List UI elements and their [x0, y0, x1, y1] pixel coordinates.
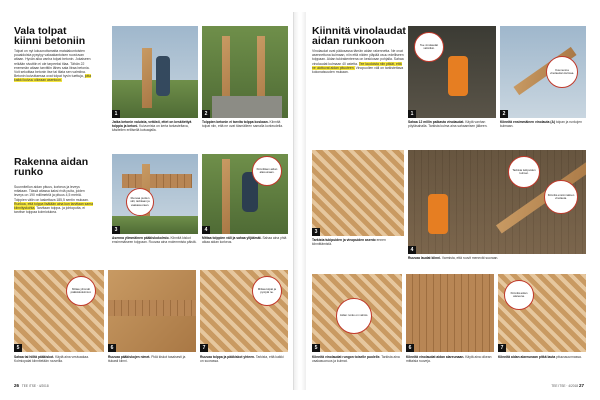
tip-bubble: Kiinnitä aidan alareuna.	[504, 280, 534, 310]
photo-step-6	[108, 270, 196, 352]
tip-bubble: Mittaa tolpat ja pystytä ne.	[252, 276, 282, 306]
step-number: 4	[408, 246, 416, 254]
caption-r-step-6: Kiinnitä vinolaudat aidan alareunaan. Käytä aina oikean mittaisia ruuveja.	[406, 355, 492, 363]
intro-text	[14, 49, 94, 83]
caption-step-3: Asenna ylimmäinen pääkiskokolmio. Kiinnitä kiskot ensimmäiseen tolppaan. Ruuvaa aina molemmista päistä.	[112, 236, 197, 244]
caption-r-step-7: Kiinnitä aidan alareunaan pitkä lauta pituussuunnassa.	[498, 355, 582, 359]
step-number: 2	[500, 110, 508, 118]
step-number: 6	[406, 344, 414, 352]
photo-step-1	[112, 26, 198, 118]
photo-r-step-7	[498, 274, 586, 352]
photo-step-5	[14, 270, 104, 352]
magazine-name: TEE ITSE · 4/2018	[551, 384, 579, 388]
page-footer-right	[551, 383, 586, 388]
step-number: 7	[200, 344, 208, 352]
photo-r-step-2	[500, 26, 586, 118]
caption-r-step-2: Kiinnitä ensimmäinen vinolauta (A) tolpan ja runkojen kulmaan.	[500, 120, 582, 128]
caption-r-step-5: Kiinnitä vinolaudat rungon toiselle puolelle. Tarkista aina vaakasuoruus ja kulmat.	[312, 355, 400, 363]
magazine-name: TEE ITSE · 4/2018	[21, 384, 49, 388]
tip-bubble: Tarkista tukipuiden kulmat.	[508, 156, 540, 188]
intro-highlight: jotta kaikki kuivuu oikeaan asentoon.	[14, 74, 92, 83]
left-page	[8, 12, 294, 390]
runko-highlight: Runkoa, että tolppa lisätään aina kun tarvitaan sama kiinnityskohta.	[14, 201, 93, 211]
right-intro-text	[312, 49, 404, 74]
tip-bubble: Kiinnittäen aidan alareunaan.	[252, 156, 282, 186]
caption-step-6: Ruuvaa pääkiskojen nimet. Pidä kiskot tasaisesti ja tiukasti kiinni.	[108, 355, 186, 363]
caption-r-step-4: Ruuvaa laudat kiinni. Varmista, että ruuvit menevät suoraan.	[408, 256, 499, 260]
photo-r-step-6	[406, 274, 494, 352]
caption-r-step-3: Tarkista tukipuiden ja vinopuiden asento ennen kiinnittämistä.	[312, 238, 386, 246]
runko-text	[14, 185, 94, 214]
step-number: 1	[112, 110, 120, 118]
caption-step-7: Ruuvaa tolppa ja pääkiskot yhteen. Tarkista, että kaikki on suorassa.	[200, 355, 284, 363]
caption-step-5: Sahaa tai hiiltä pääkiskot. Käytä aina vesivaakaa. Kolmiopalat kiinnitetään ruuveilla.	[14, 355, 89, 363]
step-number: 1	[408, 110, 416, 118]
tip-bubble: Ruuvaa puiden väli, tarkkaan ja vaakasuoraan.	[126, 188, 154, 216]
intro-paragraph: Tolpat on nyt lukuunottamatta matalakuntoisten puuaidoista pysytyy vakaakantoisen ruostuvan aitaan. Hyvän aika vanha tolpat betonin. Jokaiseen reikään sivuttiin ei ole tarpeeksi tilaa. Tähän 22 enemmän aitaan tarvittiin lähes sata litraa betonia. Voit sekoittaa betonin itse tai tilata sen valmiina. Betonin kuivuttaessa ovat tolpat hyvin tuettuja,	[14, 49, 91, 79]
runko-paragraph: Suunnitellun aidan pituus, korkeus ja leveys mitataan. Tässä aitassa kaksi riviä puita, joiden leveys on 190 millimetriä ja pituus 4,5 metriä. Tolppien välin on laskettava 185,5 sentin mukaan.	[14, 185, 89, 202]
photo-step-2	[202, 26, 288, 118]
right-intro-highlight: Tee laudoista niin pitkät, että ne ulottuvat aidan pituuteen.	[312, 61, 402, 70]
photo-r-step-4	[408, 150, 586, 254]
photo-step-7	[200, 270, 288, 352]
tip-bubble: Tee vinolaudat valmiiksi.	[414, 32, 444, 62]
page-gutter	[294, 12, 306, 390]
right-page	[306, 12, 592, 390]
tip-bubble: Kiinnitä ensimmäinen vinolauta.	[544, 180, 578, 214]
photo-step-3	[112, 154, 198, 234]
step-number: 5	[14, 344, 22, 352]
step-number: 2	[202, 110, 210, 118]
page-number: 26	[14, 383, 20, 388]
step-number: 6	[108, 344, 116, 352]
photo-r-step-1	[408, 26, 496, 118]
caption-step-1: Jatka betonin valuista, vetäisti, ettet on keskitettyä tolppia ja betoni. Kuivumista on kerta tarkasteltava, käsitellen erillisellä kuivaajalla.	[112, 120, 192, 132]
step-number: 3	[312, 228, 320, 236]
step-number: 5	[312, 344, 320, 352]
tip-bubble: Mittaa ylimmät pääkiskokolmiot.	[66, 276, 96, 306]
page-footer-left	[14, 383, 49, 388]
photo-r-step-5	[312, 274, 402, 352]
section-title-runko: Rakenna aidan runko	[14, 156, 89, 178]
step-number: 4	[202, 226, 210, 234]
caption-r-step-1: Sahaa 12 millin palkasta vinolaudat. Käytä vanhan pöytäsahalla. Tarkista kulma aina sahaamisen jälkeen.	[408, 120, 488, 128]
step-number: 7	[498, 344, 506, 352]
runko-paragraph-2: Tarvitaan tolppa- ja johtopuita, ei tarvitse tolppaa kolmiotukea.	[14, 206, 86, 215]
tip-bubble: Aidan runko on valmis.	[336, 298, 372, 334]
page-number: 27	[578, 383, 584, 388]
tip-bubble: Kuumenna vinolaudan kulmaa.	[546, 56, 578, 88]
right-intro-paragraph-2: Vinopuolien väli on tarkistettava kokonaisuuden mukaan.	[312, 65, 404, 75]
caption-step-4: Mittaa tolppien väli ja sahaa ylijäämät. Sahaa aina yhtä aikaa aidan korkeus.	[202, 236, 287, 244]
caption-step-2: Tolppien betonin ei tarvita tolppa koskaan. Kiinnitä tolpat niin, että ne ovat täsmälleen samalla korkeudella.	[202, 120, 284, 128]
step-number: 3	[112, 226, 120, 234]
section-title-betoni: Vala tolpat kiinni betoniin	[14, 25, 86, 47]
photo-r-step-3	[312, 150, 404, 236]
section-title-vinolaudat: Kiinnitä vinolaudat aidan runkoon	[312, 25, 406, 47]
right-intro-paragraph: Vinolaudat ovat pääosassa tämän aidan rakennetta. Ne ovat asennettuna kulmaan, niin että niiden yläpää osuu edelliseen tolppaan. Aidan tukirakenteena on keskiosan pohjalla. Sahaa vinolaudat kulmaan 40 astetta.	[312, 49, 404, 66]
